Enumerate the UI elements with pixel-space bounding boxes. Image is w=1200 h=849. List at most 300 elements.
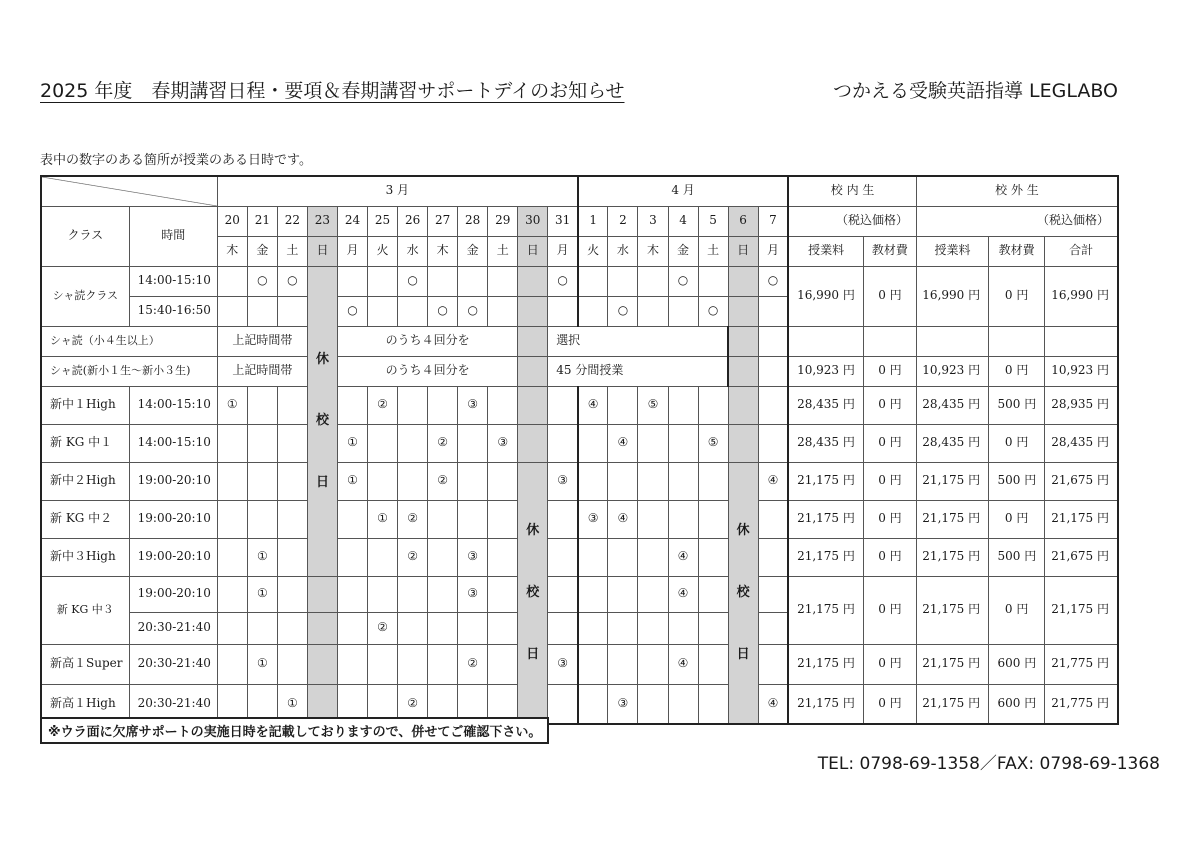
date-header: 28 <box>458 206 488 236</box>
day-cell <box>578 538 608 576</box>
fee-cell: 10,923 円 <box>916 356 988 386</box>
fee-header: 授業料 <box>788 236 863 266</box>
day-cell <box>668 386 698 424</box>
date-header: 4 <box>668 206 698 236</box>
schedule-table-wrapper <box>40 175 1119 725</box>
day-cell <box>548 424 578 462</box>
day-cell: ④ <box>608 424 638 462</box>
day-cell <box>698 386 728 424</box>
day-cell <box>277 612 307 644</box>
day-cell: ○ <box>277 266 307 296</box>
day-cell <box>217 266 247 296</box>
day-cell <box>428 266 458 296</box>
day-cell <box>608 386 638 424</box>
page-title: 2025 年度 春期講習日程・要項＆春期講習サポートデイのお知らせ <box>40 80 625 102</box>
day-cell <box>638 462 668 500</box>
day-cell <box>608 462 638 500</box>
date-header: 27 <box>428 206 458 236</box>
day-cell <box>337 538 367 576</box>
day-cell <box>368 538 398 576</box>
weekday-header: 日 <box>518 236 548 266</box>
day-cell <box>307 612 337 644</box>
fee-cell: 21,175 円 <box>788 576 863 644</box>
day-cell <box>668 296 698 326</box>
date-header: 6 <box>728 206 758 236</box>
day-cell <box>728 386 758 424</box>
fee-cell: 500 円 <box>989 538 1045 576</box>
day-cell <box>698 644 728 684</box>
day-cell: ① <box>368 500 398 538</box>
day-cell <box>758 644 788 684</box>
fee-cell: 21,175 円 <box>916 462 988 500</box>
day-cell <box>548 386 578 424</box>
closed-mark: 校 <box>315 413 329 429</box>
day-cell <box>758 576 788 612</box>
day-cell <box>277 500 307 538</box>
fee-cell: 21,175 円 <box>916 644 988 684</box>
day-cell <box>608 266 638 296</box>
date-header: 21 <box>247 206 277 236</box>
day-cell <box>638 644 668 684</box>
fee-header: 教材費 <box>863 236 916 266</box>
weekday-header: 月 <box>337 236 367 266</box>
fee-cell: 0 円 <box>863 538 916 576</box>
organization-name: つかえる受験英語指導 LEGLABO <box>832 80 1118 102</box>
day-cell <box>307 644 337 684</box>
day-cell <box>518 296 548 326</box>
day-cell <box>518 326 548 356</box>
day-cell <box>518 266 548 296</box>
day-cell <box>488 296 518 326</box>
day-cell <box>758 424 788 462</box>
day-cell <box>368 462 398 500</box>
closed-mark: 休 <box>526 523 540 539</box>
contact-info: TEL: 0798-69-1358／FAX: 0798-69-1368 <box>817 754 1160 774</box>
day-cell <box>428 386 458 424</box>
day-cell <box>398 386 428 424</box>
date-header: 1 <box>578 206 608 236</box>
table-row <box>41 644 1118 684</box>
day-cell <box>698 684 728 724</box>
date-header: 22 <box>277 206 307 236</box>
span-text: 選択 <box>548 326 728 356</box>
time-slot: 20:30-21:40 <box>129 684 217 724</box>
day-cell: ④ <box>578 386 608 424</box>
class-name: 新中１High <box>41 386 129 424</box>
day-cell <box>277 462 307 500</box>
day-cell: ④ <box>758 684 788 724</box>
day-cell <box>277 424 307 462</box>
fee-header: 教材費 <box>989 236 1045 266</box>
day-cell <box>217 612 247 644</box>
table-row <box>41 386 1118 424</box>
day-cell <box>428 612 458 644</box>
weekday-header: 月 <box>758 236 788 266</box>
day-cell <box>698 500 728 538</box>
fee-cell: 0 円 <box>863 500 916 538</box>
time-slot: 19:00-20:10 <box>129 462 217 500</box>
weekday-header: 木 <box>638 236 668 266</box>
day-cell: ① <box>247 644 277 684</box>
class-header: クラス <box>41 206 129 266</box>
day-cell <box>398 424 428 462</box>
day-cell <box>638 612 668 644</box>
span-text: 上記時間帯 <box>217 356 307 386</box>
day-cell <box>247 612 277 644</box>
time-slot: 19:00-20:10 <box>129 576 217 612</box>
day-cell <box>548 684 578 724</box>
fee-cell: 21,175 円 <box>916 538 988 576</box>
day-cell: ③ <box>578 500 608 538</box>
day-cell <box>488 386 518 424</box>
day-cell <box>488 266 518 296</box>
date-header: 24 <box>337 206 367 236</box>
day-cell <box>488 612 518 644</box>
day-cell <box>518 424 548 462</box>
day-cell <box>758 296 788 326</box>
fee-cell: 28,435 円 <box>788 424 863 462</box>
day-cell <box>668 462 698 500</box>
fee-cell: 21,175 円 <box>916 576 988 644</box>
day-cell <box>277 644 307 684</box>
outside-student-header: 校 外 生 <box>916 176 1118 206</box>
day-cell <box>217 462 247 500</box>
day-cell <box>578 644 608 684</box>
fee-cell: 21,175 円 <box>788 538 863 576</box>
class-name: シャ読(新小１生～新小３生) <box>41 356 217 386</box>
fee-header: 授業料 <box>916 236 988 266</box>
day-cell <box>758 538 788 576</box>
closed-mark: 休 <box>736 523 750 539</box>
tax-note-inside: （税込価格） <box>788 206 916 236</box>
day-cell <box>458 500 488 538</box>
time-slot: 14:00-15:10 <box>129 386 217 424</box>
date-header: 2 <box>608 206 638 236</box>
time-slot: 19:00-20:10 <box>129 500 217 538</box>
day-cell <box>578 296 608 326</box>
day-cell: ① <box>337 424 367 462</box>
day-cell: ⑤ <box>698 424 728 462</box>
day-cell <box>337 386 367 424</box>
day-cell <box>398 576 428 612</box>
day-cell <box>217 538 247 576</box>
day-cell <box>578 424 608 462</box>
date-header: 29 <box>488 206 518 236</box>
date-header: 7 <box>758 206 788 236</box>
day-cell <box>398 644 428 684</box>
fee-cell: 0 円 <box>863 684 916 724</box>
weekday-header: 金 <box>458 236 488 266</box>
day-cell <box>608 612 638 644</box>
day-cell <box>488 500 518 538</box>
day-cell <box>428 500 458 538</box>
day-cell: ④ <box>668 644 698 684</box>
day-cell: ② <box>398 500 428 538</box>
table-row <box>41 576 1118 612</box>
fee-cell <box>788 326 863 356</box>
day-cell: ③ <box>488 424 518 462</box>
fee-cell: 0 円 <box>989 576 1045 644</box>
fee-cell <box>989 326 1045 356</box>
day-cell <box>668 500 698 538</box>
day-cell <box>247 424 277 462</box>
day-cell <box>277 538 307 576</box>
closed-mark: 日 <box>736 646 750 662</box>
time-slot: 15:40-16:50 <box>129 296 217 326</box>
schedule-table <box>40 175 1119 725</box>
class-name: 新 KG 中３ <box>41 576 129 644</box>
class-name: 新高１High <box>41 684 129 724</box>
day-cell <box>488 644 518 684</box>
fee-cell: 0 円 <box>863 644 916 684</box>
day-cell <box>368 296 398 326</box>
day-cell <box>458 424 488 462</box>
day-cell <box>758 500 788 538</box>
date-header: 25 <box>368 206 398 236</box>
weekday-header: 土 <box>277 236 307 266</box>
day-cell <box>518 356 548 386</box>
weekday-header: 土 <box>488 236 518 266</box>
fee-cell: 21,175 円 <box>788 462 863 500</box>
day-cell <box>337 266 367 296</box>
day-cell: ○ <box>548 266 578 296</box>
day-cell <box>698 576 728 612</box>
fee-cell: 21,175 円 <box>788 500 863 538</box>
weekday-header: 木 <box>428 236 458 266</box>
day-cell <box>458 612 488 644</box>
day-cell <box>277 296 307 326</box>
day-cell: ② <box>428 462 458 500</box>
day-cell <box>458 266 488 296</box>
fee-cell: 0 円 <box>863 424 916 462</box>
day-cell: ③ <box>458 538 488 576</box>
weekday-header: 日 <box>728 236 758 266</box>
class-name: 新 KG 中２ <box>41 500 129 538</box>
table-row <box>41 266 1118 296</box>
day-cell <box>758 612 788 644</box>
day-cell <box>217 424 247 462</box>
table-row <box>41 462 1118 500</box>
day-cell <box>368 424 398 462</box>
fee-cell: 21,775 円 <box>1045 684 1118 724</box>
day-cell <box>698 462 728 500</box>
day-cell: ○ <box>247 266 277 296</box>
day-cell: ④ <box>608 500 638 538</box>
date-header: 26 <box>398 206 428 236</box>
fee-cell: 0 円 <box>989 424 1045 462</box>
day-cell <box>368 576 398 612</box>
fee-cell: 0 円 <box>989 356 1045 386</box>
weekday-header: 金 <box>668 236 698 266</box>
day-cell: ○ <box>337 296 367 326</box>
fee-cell: 28,935 円 <box>1045 386 1118 424</box>
day-cell <box>217 576 247 612</box>
day-cell <box>638 576 668 612</box>
day-cell <box>337 612 367 644</box>
intro-text: 表中の数字のある箇所が授業のある日時です。 <box>40 153 312 168</box>
fee-cell: 21,175 円 <box>1045 576 1118 644</box>
date-header: 31 <box>548 206 578 236</box>
day-cell <box>337 644 367 684</box>
day-cell: ② <box>368 612 398 644</box>
day-cell <box>337 576 367 612</box>
fee-cell: 21,775 円 <box>1045 644 1118 684</box>
day-cell <box>668 684 698 724</box>
day-cell <box>698 612 728 644</box>
fee-header: 合計 <box>1045 236 1118 266</box>
day-cell <box>638 538 668 576</box>
day-cell <box>247 296 277 326</box>
month-march-header: 3 月 <box>217 176 578 206</box>
day-cell <box>698 266 728 296</box>
fee-cell: 600 円 <box>989 644 1045 684</box>
day-cell: ② <box>368 386 398 424</box>
day-cell: ① <box>277 684 307 724</box>
weekday-header: 土 <box>698 236 728 266</box>
month-april-header: 4 月 <box>578 176 788 206</box>
day-cell <box>277 576 307 612</box>
fee-cell: 0 円 <box>989 266 1045 326</box>
fee-cell: 500 円 <box>989 462 1045 500</box>
day-cell <box>728 296 758 326</box>
closed-mark: 校 <box>736 584 750 600</box>
time-header: 時間 <box>129 206 217 266</box>
weekday-header: 金 <box>247 236 277 266</box>
fee-cell: 500 円 <box>989 386 1045 424</box>
fee-cell: 10,923 円 <box>788 356 863 386</box>
fee-cell: 600 円 <box>989 684 1045 724</box>
table-row <box>41 176 1118 206</box>
fee-cell: 16,990 円 <box>1045 266 1118 326</box>
weekday-header: 日 <box>307 236 337 266</box>
day-cell <box>247 462 277 500</box>
fee-cell: 21,175 円 <box>916 500 988 538</box>
day-cell <box>548 296 578 326</box>
day-cell <box>488 538 518 576</box>
day-cell: ○ <box>758 266 788 296</box>
span-text: のうち４回分を <box>337 326 517 356</box>
day-cell <box>398 612 428 644</box>
day-cell <box>368 644 398 684</box>
day-cell <box>548 538 578 576</box>
day-cell <box>758 386 788 424</box>
span-text: 上記時間帯 <box>217 326 307 356</box>
closed-day-cell <box>518 462 548 724</box>
day-cell <box>638 424 668 462</box>
table-row <box>41 206 1118 236</box>
day-cell <box>277 386 307 424</box>
day-cell <box>217 500 247 538</box>
table-row <box>41 500 1118 538</box>
day-cell <box>247 386 277 424</box>
day-cell <box>488 576 518 612</box>
fee-cell: 21,175 円 <box>788 684 863 724</box>
day-cell <box>638 684 668 724</box>
day-cell <box>578 266 608 296</box>
day-cell <box>728 424 758 462</box>
tax-note-outside: （税込価格） <box>916 206 1118 236</box>
fee-cell: 21,175 円 <box>1045 500 1118 538</box>
date-header: 3 <box>638 206 668 236</box>
closed-mark: 日 <box>526 646 540 662</box>
weekday-header: 木 <box>217 236 247 266</box>
class-name: 新中２High <box>41 462 129 500</box>
fee-cell: 28,435 円 <box>916 386 988 424</box>
class-name: 新中３High <box>41 538 129 576</box>
day-cell <box>578 576 608 612</box>
closed-day-cell <box>728 462 758 724</box>
fee-cell: 0 円 <box>863 386 916 424</box>
fee-cell: 10,923 円 <box>1045 356 1118 386</box>
day-cell <box>758 356 788 386</box>
table-row <box>41 356 1118 386</box>
inside-student-header: 校 内 生 <box>788 176 916 206</box>
day-cell: ○ <box>608 296 638 326</box>
class-name: シャ読（小４生以上） <box>41 326 217 356</box>
day-cell <box>608 576 638 612</box>
day-cell <box>307 576 337 612</box>
day-cell <box>698 538 728 576</box>
fee-cell <box>1045 326 1118 356</box>
day-cell: ③ <box>608 684 638 724</box>
time-slot: 20:30-21:40 <box>129 644 217 684</box>
day-cell <box>728 356 758 386</box>
day-cell <box>217 296 247 326</box>
class-name: 新 KG 中１ <box>41 424 129 462</box>
time-slot: 14:00-15:10 <box>129 266 217 296</box>
day-cell <box>217 644 247 684</box>
fee-cell: 0 円 <box>863 266 916 326</box>
day-cell: ⑤ <box>638 386 668 424</box>
date-header: 30 <box>518 206 548 236</box>
day-cell <box>428 538 458 576</box>
fee-cell: 21,175 円 <box>788 644 863 684</box>
day-cell <box>578 462 608 500</box>
span-text: のうち４回分を <box>337 356 517 386</box>
day-cell <box>608 538 638 576</box>
fee-cell: 0 円 <box>863 462 916 500</box>
fee-cell <box>916 326 988 356</box>
day-cell: ④ <box>668 538 698 576</box>
table-row <box>41 538 1118 576</box>
day-cell: ② <box>458 644 488 684</box>
day-cell: ○ <box>698 296 728 326</box>
day-cell: ① <box>247 538 277 576</box>
day-cell <box>368 266 398 296</box>
day-cell: ○ <box>458 296 488 326</box>
class-name: 新高１Super <box>41 644 129 684</box>
fee-cell: 21,675 円 <box>1045 462 1118 500</box>
day-cell <box>428 644 458 684</box>
weekday-header: 水 <box>398 236 428 266</box>
weekday-header: 水 <box>608 236 638 266</box>
day-cell <box>638 266 668 296</box>
day-cell <box>518 386 548 424</box>
day-cell: ③ <box>548 462 578 500</box>
fee-cell: 16,990 円 <box>788 266 863 326</box>
day-cell <box>428 576 458 612</box>
fee-cell: 21,675 円 <box>1045 538 1118 576</box>
day-cell <box>488 462 518 500</box>
date-header: 20 <box>217 206 247 236</box>
absence-support-note: ※ウラ面に欠席サポートの実施日時を記載しておりますので、併せてご確認下さい。 <box>40 717 549 744</box>
class-name: シャ読クラス <box>41 266 129 326</box>
corner-cell <box>41 176 217 206</box>
fee-cell: 0 円 <box>989 500 1045 538</box>
fee-cell: 0 円 <box>863 576 916 644</box>
day-cell: ② <box>428 424 458 462</box>
closed-day-cell <box>307 266 337 576</box>
